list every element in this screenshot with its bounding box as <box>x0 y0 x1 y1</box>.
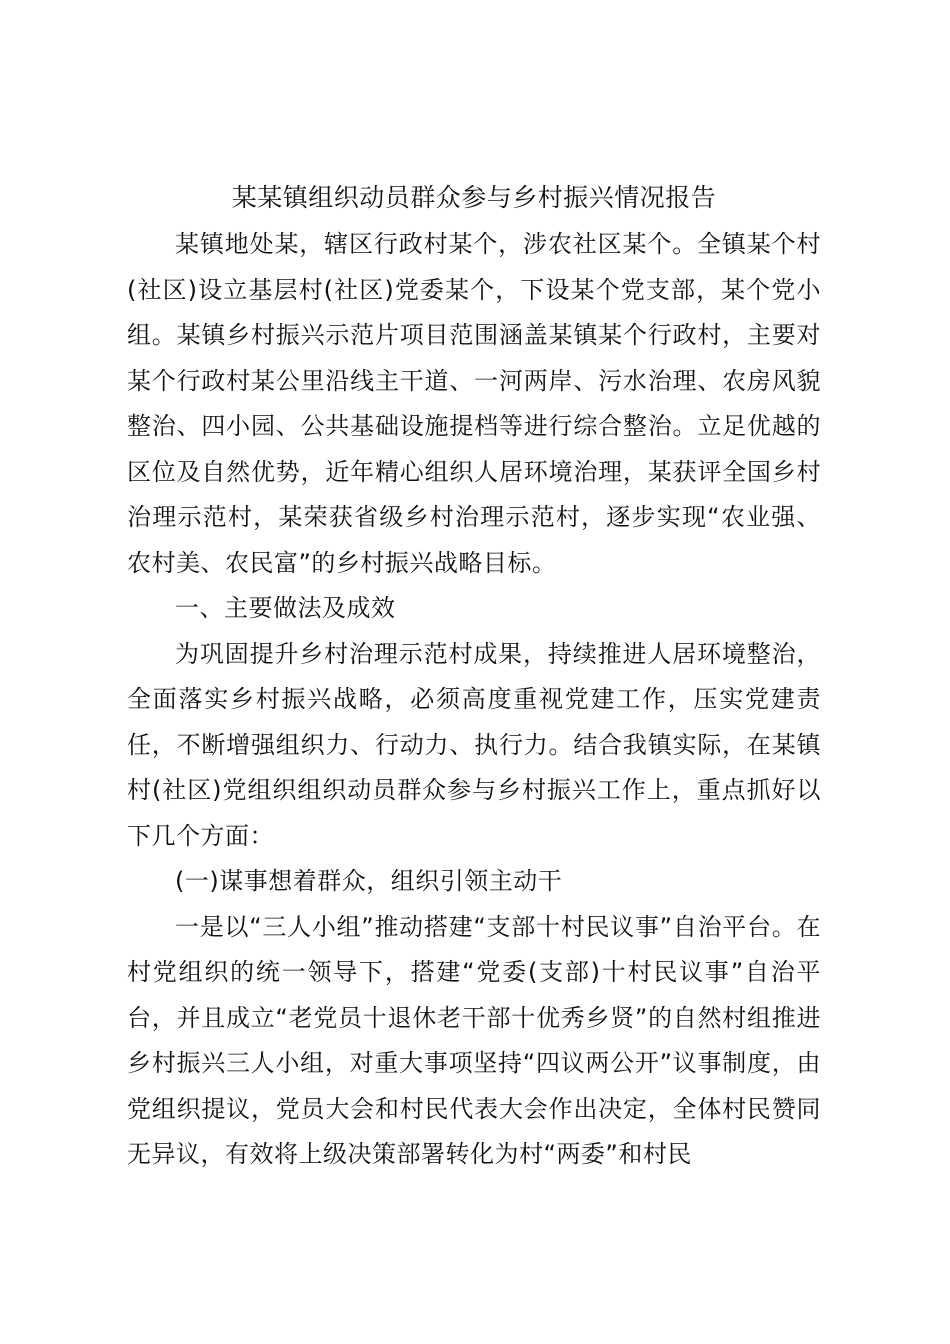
section-heading-main-practices: 一、主要做法及成效 <box>175 594 396 622</box>
subsection-paragraph-1: 一是以“三人小组”推动搭建“支部十村民议事”自治平台。在村党组织的统一领导下，搭建“党委(支部)十村民议事”自治平台，并且成立“老党员十退休老干部十优秀乡贤”的自然村组推进乡村振兴三人小组，对重大事项坚持“四议两公开”议事制度，由党组织提议，党员大会和村民代表大会作出决定，全体村民赞同无异议，有效将上级决策部署转化为村“两委”和村民 <box>127 912 821 1168</box>
document-body <box>127 174 821 1178</box>
intro-paragraph: 某镇地处某，辖区行政村某个，涉农社区某个。全镇某个村(社区)设立基层村(社区)党委某个，下设某个党支部，某个党小组。某镇乡村振兴示范片项目范围涵盖某镇某个行政村，主要对某个行政村某公里沿线主干道、一河两岸、污水治理、农房风貌整治、四小园、公共基础设施提档等进行综合整治。立足优越的区位及自然优势，近年精心组织人居环境治理，某获评全国乡村治理示范村，某荣获省级乡村治理示范村，逐步实现“农业强、农村美、农民富”的乡村振兴战略目标。 <box>127 230 821 577</box>
subsection-heading-1: (一)谋事想着群众，组织引领主动干 <box>175 867 563 895</box>
document-title: 某某镇组织动员群众参与乡村振兴情况报告 <box>231 183 717 212</box>
section-paragraph-main-practices: 为巩固提升乡村治理示范村成果，持续推进人居环境整治，全面落实乡村振兴战略，必须高度重视党建工作，压实党建责任，不断增强组织力、行动力、执行力。结合我镇实际，在某镇村(社区)党组织组织动员群众参与乡村振兴工作上，重点抓好以下几个方面： <box>127 639 821 850</box>
